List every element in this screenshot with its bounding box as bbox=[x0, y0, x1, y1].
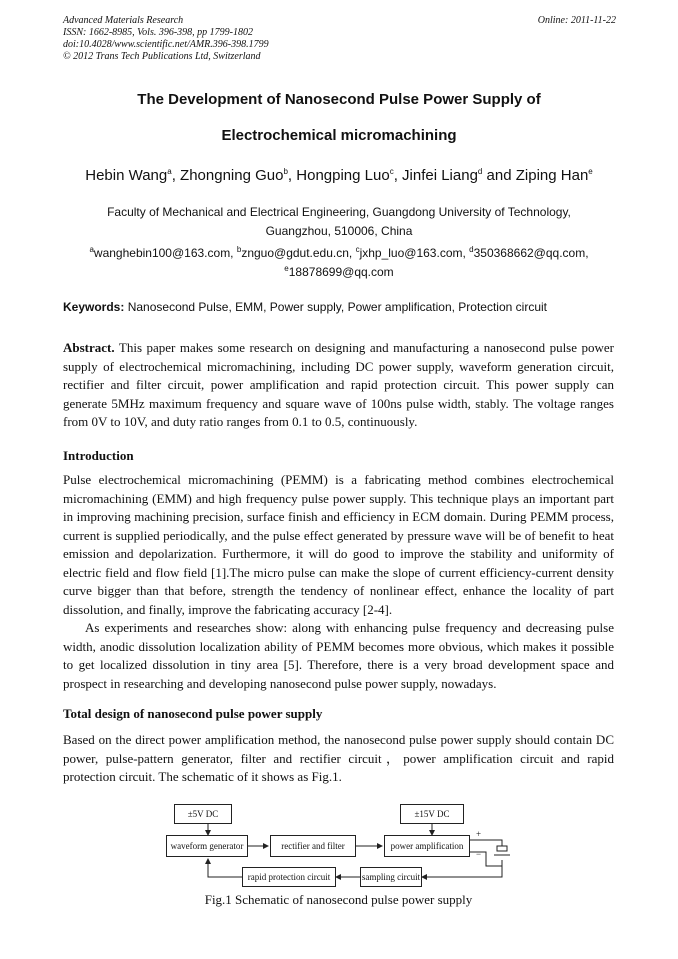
waveform-generator-block: waveform generator bbox=[166, 835, 248, 857]
load-electrode bbox=[497, 846, 507, 851]
connector-protection-to-waveform bbox=[208, 859, 242, 877]
affiliation-line-1: Faculty of Mechanical and Electrical Engineering, Guangdong University of Technology, bbox=[107, 205, 571, 219]
email-link[interactable]: znguo@gdut.edu.cn, bbox=[241, 246, 356, 260]
author-list bbox=[40, 167, 638, 184]
connector-load-to-sampling bbox=[422, 866, 502, 877]
figure-1-schematic bbox=[160, 800, 520, 892]
section-heading-introduction: Introduction bbox=[63, 448, 134, 463]
affiliation-line-2: Guangzhou, 510006, China bbox=[265, 224, 413, 238]
keywords bbox=[63, 300, 623, 314]
dc15-supply-block: ±15V DC bbox=[400, 804, 464, 824]
keywords-text: Nanosecond Pulse, EMM, Power supply, Power amplification, Protection circuit bbox=[127, 300, 547, 314]
negative-terminal-label: − bbox=[476, 849, 482, 859]
publication-header bbox=[63, 15, 616, 63]
author-affiliation-mark: c bbox=[389, 167, 394, 176]
paper-title-line-1: The Development of Nanosecond Pulse Power Supply of bbox=[137, 91, 541, 108]
author-affiliation-mark: a bbox=[167, 167, 172, 176]
connector-amp-negative bbox=[470, 852, 502, 866]
email-mark: d bbox=[469, 245, 474, 254]
dc5-supply-block: ±5V DC bbox=[174, 804, 232, 824]
paper-title-line-2: Electrochemical micromachining bbox=[221, 127, 457, 144]
abstract-text: This paper makes some research on designing and manufacturing a nanosecond pulse power supply of electrochemical micromachining, including DC power supply, waveform generation circuit, rectifier and filter circuit, power amplification and rapid protection circuit. This power supply can generate 5MHz maximum frequency and square wave of 100ns pulse width, stably. The voltage ranges from 0V to 10V, and duty ratio ranges from 0.1 to 0.5, continuously. bbox=[63, 340, 615, 429]
abstract-label: Abstract. bbox=[63, 340, 115, 355]
author-emails bbox=[60, 244, 618, 282]
rapid-protection-block: rapid protection circuit bbox=[242, 867, 336, 887]
figure-1-caption: Fig.1 Schematic of nanosecond pulse power supply bbox=[204, 892, 473, 907]
author-affiliation-mark: d bbox=[477, 167, 483, 176]
author-name: Jinfei Liang bbox=[402, 167, 478, 184]
sampling-circuit-block: sampling circuit bbox=[360, 867, 422, 887]
power-amplification-block: power amplification bbox=[384, 835, 470, 857]
email-link[interactable]: 18878699@qq.com bbox=[288, 265, 394, 279]
email-mark: a bbox=[89, 245, 94, 254]
issn-line: ISSN: 1662-8985, Vols. 396-398, pp 1799-1802 bbox=[63, 27, 253, 38]
positive-terminal-label: + bbox=[476, 829, 482, 839]
rectifier-filter-block: rectifier and filter bbox=[270, 835, 356, 857]
email-mark: c bbox=[355, 245, 360, 254]
abstract bbox=[63, 339, 614, 432]
author-separator: , bbox=[287, 167, 297, 184]
intro-paragraph-2: As experiments and researches show: along with enhancing pulse frequency and decreasing pulse width, anodic dissolution localization ability of PEMM becomes more obvious, which makes it possible to get localized dissolution in tiny area [5]. Therefore, there is a very broad development space and prospect in researching and developing nanosecond pulse power supply, nowadays. bbox=[63, 620, 614, 691]
author-name: Hongping Luo bbox=[296, 167, 390, 184]
author-affiliation-mark: b bbox=[283, 167, 288, 176]
author-name: Ziping Han bbox=[515, 167, 589, 184]
journal-name: Advanced Materials Research bbox=[63, 15, 184, 26]
email-mark: b bbox=[236, 245, 242, 254]
connector-amp-positive bbox=[470, 840, 502, 846]
author-affiliation-mark: e bbox=[588, 167, 593, 176]
email-link[interactable]: wanghebin100@163.com, bbox=[93, 246, 237, 260]
intro-paragraph-1: Pulse electrochemical micromachining (PEMM) is a fabricating method combines electrochemical micromachining (EMM) and high frequency pulse power supply. This technique plays an important part in improving machining precision, surface finish and efficiency in ECM domain. During PEMM process, current is supplied periodically, and the pulse effect generated by pressure wave will be of benefit to heat emission and depolarization. Furthermore, it will do good to improve the stability and uniformity of electric field and flow field [1].The micro pulse can make the slope of current efficiency-current density curve bigger than that before, strength the tendency of nonlinear effect, enhance the locality of part dissolution, and finally, improve the fabricating accuracy [2-4]. bbox=[63, 472, 614, 617]
copyright-line: © 2012 Trans Tech Publications Ltd, Switzerland bbox=[63, 51, 261, 62]
author-separator: , bbox=[393, 167, 403, 184]
author-separator: and bbox=[482, 167, 516, 184]
email-mark: e bbox=[284, 264, 289, 273]
section-heading-total-design: Total design of nanosecond pulse power supply bbox=[63, 706, 323, 721]
keywords-label: Keywords: bbox=[63, 300, 125, 314]
author-name: Zhongning Guo bbox=[180, 167, 284, 184]
author-name: Hebin Wang bbox=[85, 167, 168, 184]
email-link[interactable]: jxhp_luo@163.com, bbox=[359, 246, 470, 260]
doi-line: doi:10.4028/www.scientific.net/AMR.396-398.1799 bbox=[63, 39, 269, 50]
design-paragraph-1: Based on the direct power amplification method, the nanosecond pulse power supply should contain DC power, pulse-pattern generator, filter and rectifier circuit，power amplification circuit and rapid protection circuit. The schematic of it shows as Fig.1. bbox=[63, 732, 614, 784]
email-link[interactable]: 350368662@qq.com, bbox=[473, 246, 589, 260]
online-date: Online: 2011-11-22 bbox=[537, 15, 616, 26]
author-separator: , bbox=[171, 167, 181, 184]
